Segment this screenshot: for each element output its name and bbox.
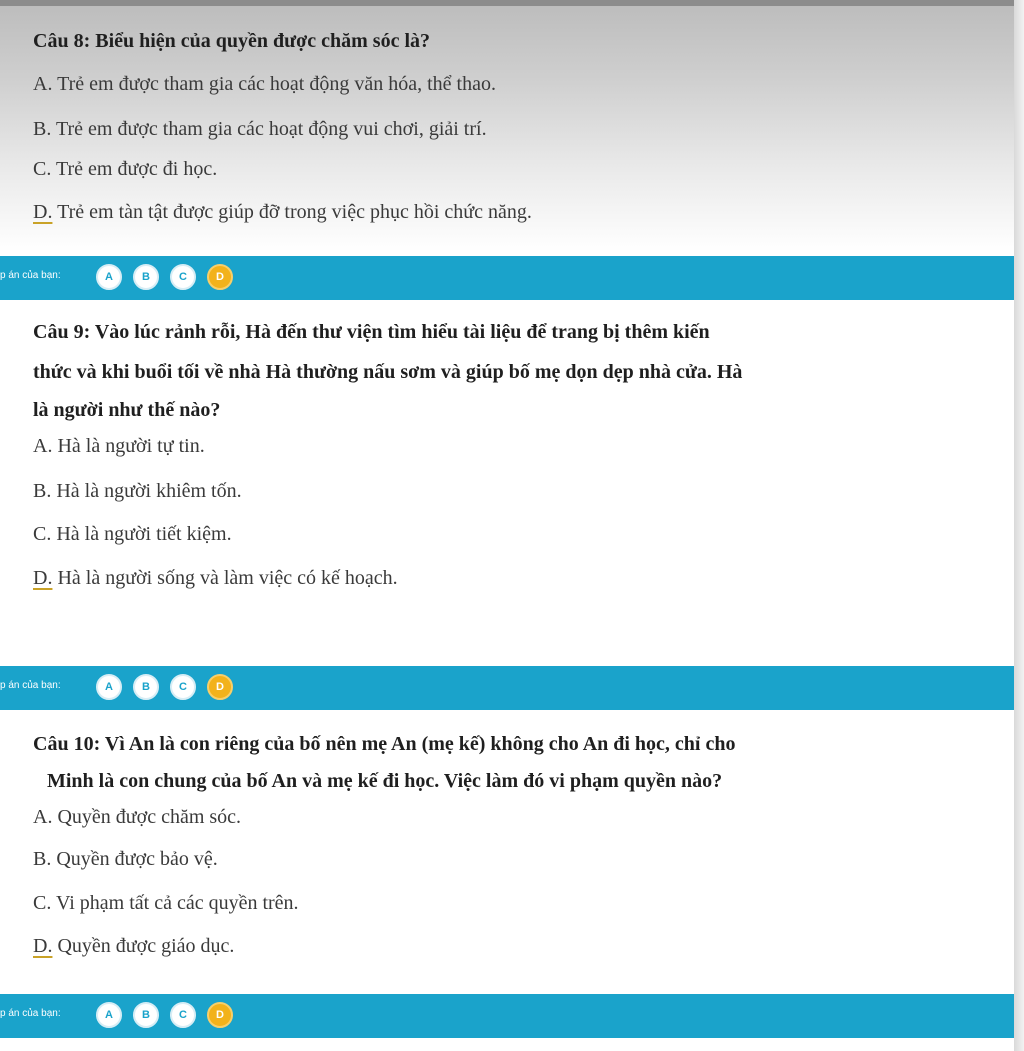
- option-letter: D.: [33, 201, 53, 223]
- option-letter: B.: [33, 118, 52, 140]
- option-text: Quyền được chăm sóc.: [52, 806, 242, 828]
- answer-bar-label: p án của bạn:: [0, 680, 61, 691]
- answer-bar-question-8: [0, 256, 1014, 300]
- option-text: Hà là người khiêm tốn.: [51, 480, 242, 502]
- question-10-title-line-2: Minh là con chung của bố An và mẹ kế đi học. Việc làm đó vi phạm quyền nào?: [47, 770, 723, 792]
- option-text: Hà là người tiết kiệm.: [51, 523, 232, 545]
- question-10-option-d: [33, 935, 234, 958]
- answer-choice-c[interactable]: C: [170, 674, 196, 700]
- question-8-option-b: [33, 118, 487, 141]
- answer-bar-label: p án của bạn:: [0, 270, 61, 281]
- option-text: Trẻ em được đi học.: [51, 158, 218, 180]
- answer-choice-a[interactable]: A: [96, 264, 122, 290]
- option-letter: A.: [33, 435, 53, 457]
- question-9-title-line-3: là người như thế nào?: [33, 399, 221, 421]
- option-letter: C.: [33, 523, 52, 545]
- answer-choice-c[interactable]: C: [170, 1002, 196, 1028]
- option-letter: A.: [33, 806, 53, 828]
- question-10-option-b: [33, 848, 218, 871]
- question-8-option-a: [33, 73, 496, 96]
- option-letter: B.: [33, 848, 52, 870]
- option-letter: D.: [33, 935, 53, 957]
- option-text: Trẻ em được tham gia các hoạt động vui chơi, giải trí.: [51, 118, 487, 140]
- option-letter: C.: [33, 158, 52, 180]
- answer-choice-d[interactable]: D: [207, 674, 233, 700]
- option-text: Hà là người sống và làm việc có kế hoạch.: [52, 567, 398, 589]
- option-letter: C.: [33, 892, 52, 914]
- answer-choice-d[interactable]: D: [207, 1002, 233, 1028]
- option-text: Trẻ em tàn tật được giúp đỡ trong việc phục hồi chức năng.: [52, 201, 532, 223]
- question-10-option-c: [33, 892, 299, 915]
- question-9-option-d: [33, 567, 398, 590]
- answer-choice-b[interactable]: B: [133, 1002, 159, 1028]
- question-8-option-d: [33, 201, 532, 224]
- option-letter: D.: [33, 567, 53, 589]
- question-9-option-c: [33, 523, 232, 546]
- question-10-title-line-1: Câu 10: Vì An là con riêng của bố nên mẹ An (mẹ kế) không cho An đi học, chỉ cho: [33, 733, 736, 755]
- option-text: Hà là người tự tin.: [52, 435, 205, 457]
- answer-bar-question-9: [0, 666, 1014, 710]
- answer-choice-b[interactable]: B: [133, 674, 159, 700]
- option-text: Quyền được bảo vệ.: [51, 848, 218, 870]
- question-8-title: Câu 8: Biểu hiện của quyền được chăm sóc là?: [33, 30, 431, 52]
- option-text: Vi phạm tất cả các quyền trên.: [51, 892, 299, 914]
- answer-choice-b[interactable]: B: [133, 264, 159, 290]
- question-9-title-line-2: thức và khi buổi tối về nhà Hà thường nấu sơm và giúp bố mẹ dọn dẹp nhà cửa. Hà: [33, 361, 743, 383]
- option-text: Trẻ em được tham gia các hoạt động văn hóa, thể thao.: [52, 73, 496, 95]
- question-9-option-a: [33, 435, 205, 458]
- question-9-title-line-1: Câu 9: Vào lúc rảnh rỗi, Hà đến thư viện tìm hiểu tài liệu để trang bị thêm kiến: [33, 321, 710, 343]
- right-edge: [1014, 0, 1024, 1051]
- option-text: Quyền được giáo dục.: [52, 935, 235, 957]
- answer-choice-d[interactable]: D: [207, 264, 233, 290]
- option-letter: A.: [33, 73, 53, 95]
- answer-bar-question-10: [0, 994, 1014, 1038]
- answer-bar-label: p án của bạn:: [0, 1008, 61, 1019]
- option-letter: B.: [33, 480, 52, 502]
- question-8-option-c: [33, 158, 217, 181]
- answer-choice-a[interactable]: A: [96, 674, 122, 700]
- question-10-option-a: [33, 806, 241, 829]
- answer-choice-c[interactable]: C: [170, 264, 196, 290]
- question-9-option-b: [33, 480, 242, 503]
- answer-choice-a[interactable]: A: [96, 1002, 122, 1028]
